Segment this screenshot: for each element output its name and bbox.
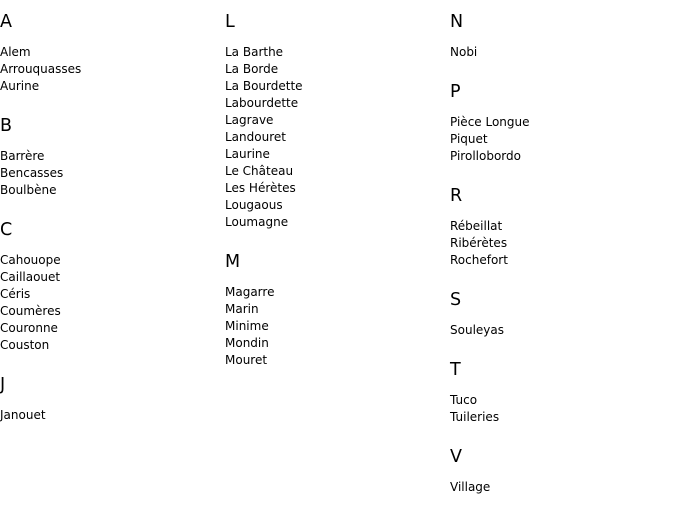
place-link-les-heretes[interactable]: Les Hérètes xyxy=(225,181,296,195)
list-item xyxy=(225,112,445,129)
index-column-1 xyxy=(0,12,220,445)
letter-group-m xyxy=(225,252,445,369)
list-item xyxy=(225,78,445,95)
list-item xyxy=(0,182,220,199)
letter-heading: V xyxy=(450,447,462,467)
place-list xyxy=(0,252,220,354)
list-item xyxy=(0,269,220,286)
place-link-janouet[interactable]: Janouet xyxy=(0,408,46,422)
place-link-ceris[interactable]: Céris xyxy=(0,287,31,301)
list-item xyxy=(0,286,220,303)
letter-group-l xyxy=(225,12,445,231)
place-list xyxy=(0,44,220,95)
list-item xyxy=(225,284,445,301)
place-link-bencasses[interactable]: Bencasses xyxy=(0,166,64,180)
place-link-la-borde[interactable]: La Borde xyxy=(225,62,279,76)
place-link-boulbene[interactable]: Boulbène xyxy=(0,183,57,197)
list-item xyxy=(450,131,670,148)
list-item xyxy=(225,95,445,112)
list-item xyxy=(450,409,670,426)
place-link-nobi[interactable]: Nobi xyxy=(450,45,478,59)
place-link-riberetes[interactable]: Ribérètes xyxy=(450,236,508,250)
place-link-mouret[interactable]: Mouret xyxy=(225,353,268,367)
letter-heading: A xyxy=(0,12,12,32)
list-item xyxy=(225,44,445,61)
list-item xyxy=(450,322,670,339)
letter-group-v xyxy=(450,447,670,496)
letter-group-a xyxy=(0,12,220,95)
place-list xyxy=(225,284,445,369)
place-link-souleyas[interactable]: Souleyas xyxy=(450,323,504,337)
place-link-alem[interactable]: Alem xyxy=(0,45,31,59)
place-link-rebeillat[interactable]: Rébeillat xyxy=(450,219,503,233)
letter-heading: N xyxy=(450,12,464,32)
list-item xyxy=(225,197,445,214)
letter-group-j xyxy=(0,375,220,424)
letter-group-b xyxy=(0,116,220,199)
list-item xyxy=(450,218,670,235)
list-item xyxy=(0,148,220,165)
letter-heading: R xyxy=(450,186,463,206)
letter-group-n xyxy=(450,12,670,61)
place-link-coumeres[interactable]: Coumères xyxy=(0,304,61,318)
place-list xyxy=(225,44,445,231)
letter-heading: T xyxy=(450,360,461,380)
list-item xyxy=(225,146,445,163)
place-link-village[interactable]: Village xyxy=(450,480,491,494)
list-item xyxy=(225,214,445,231)
letter-heading: J xyxy=(0,375,6,395)
list-item xyxy=(450,479,670,496)
place-link-cahouope[interactable]: Cahouope xyxy=(0,253,61,267)
place-link-piece-longue[interactable]: Pièce Longue xyxy=(450,115,530,129)
letter-group-p xyxy=(450,82,670,165)
place-link-couston[interactable]: Couston xyxy=(0,338,50,352)
place-link-couronne[interactable]: Couronne xyxy=(0,321,58,335)
list-item xyxy=(450,44,670,61)
place-link-lagrave[interactable]: Lagrave xyxy=(225,113,274,127)
list-item xyxy=(0,44,220,61)
list-item xyxy=(0,61,220,78)
list-item xyxy=(225,318,445,335)
index-column-2 xyxy=(225,12,445,390)
place-link-aurine[interactable]: Aurine xyxy=(0,79,40,93)
list-item xyxy=(450,114,670,131)
place-link-marin[interactable]: Marin xyxy=(225,302,259,316)
letter-heading: B xyxy=(0,116,13,136)
list-item xyxy=(0,165,220,182)
index-column-3 xyxy=(450,12,670,517)
place-link-caillaouet[interactable]: Caillaouet xyxy=(0,270,61,284)
place-list xyxy=(450,322,670,339)
place-list xyxy=(0,407,220,424)
list-item xyxy=(450,148,670,165)
letter-heading: M xyxy=(225,252,241,272)
place-link-labourdette[interactable]: Labourdette xyxy=(225,96,299,110)
place-link-minime[interactable]: Minime xyxy=(225,319,269,333)
place-link-tuco[interactable]: Tuco xyxy=(450,393,478,407)
place-list xyxy=(450,218,670,269)
list-item xyxy=(450,235,670,252)
list-item xyxy=(0,320,220,337)
place-link-loumagne[interactable]: Loumagne xyxy=(225,215,289,229)
place-link-mondin[interactable]: Mondin xyxy=(225,336,269,350)
place-list xyxy=(0,148,220,199)
place-link-tuileries[interactable]: Tuileries xyxy=(450,410,500,424)
list-item xyxy=(0,407,220,424)
list-item xyxy=(225,129,445,146)
list-item xyxy=(0,337,220,354)
list-item xyxy=(225,61,445,78)
place-link-magarre[interactable]: Magarre xyxy=(225,285,275,299)
place-link-laurine[interactable]: Laurine xyxy=(225,147,270,161)
place-link-landouret[interactable]: Landouret xyxy=(225,130,286,144)
place-link-lougaous[interactable]: Lougaous xyxy=(225,198,283,212)
place-link-la-bourdette[interactable]: La Bourdette xyxy=(225,79,303,93)
place-link-la-barthe[interactable]: La Barthe xyxy=(225,45,284,59)
list-item xyxy=(0,303,220,320)
list-item xyxy=(225,335,445,352)
list-item xyxy=(225,301,445,318)
list-item xyxy=(450,252,670,269)
letter-heading: S xyxy=(450,290,462,310)
list-item xyxy=(450,392,670,409)
place-link-piquet[interactable]: Piquet xyxy=(450,132,488,146)
place-link-le-chateau[interactable]: Le Château xyxy=(225,164,294,178)
list-item xyxy=(225,163,445,180)
list-item xyxy=(0,78,220,95)
letter-group-t xyxy=(450,360,670,426)
place-list xyxy=(450,479,670,496)
place-list xyxy=(450,114,670,165)
list-item xyxy=(225,180,445,197)
letter-heading: L xyxy=(225,12,235,32)
letter-group-r xyxy=(450,186,670,269)
list-item xyxy=(225,352,445,369)
letter-heading: C xyxy=(0,220,13,240)
letter-heading: P xyxy=(450,82,461,102)
letter-group-c xyxy=(0,220,220,354)
letter-group-s xyxy=(450,290,670,339)
place-link-barrere[interactable]: Barrère xyxy=(0,149,45,163)
place-link-arrouquasses[interactable]: Arrouquasses xyxy=(0,62,82,76)
list-item xyxy=(0,252,220,269)
place-list xyxy=(450,392,670,426)
place-list xyxy=(450,44,670,61)
place-link-pirollobordo[interactable]: Pirollobordo xyxy=(450,149,521,163)
place-link-rochefort[interactable]: Rochefort xyxy=(450,253,508,267)
